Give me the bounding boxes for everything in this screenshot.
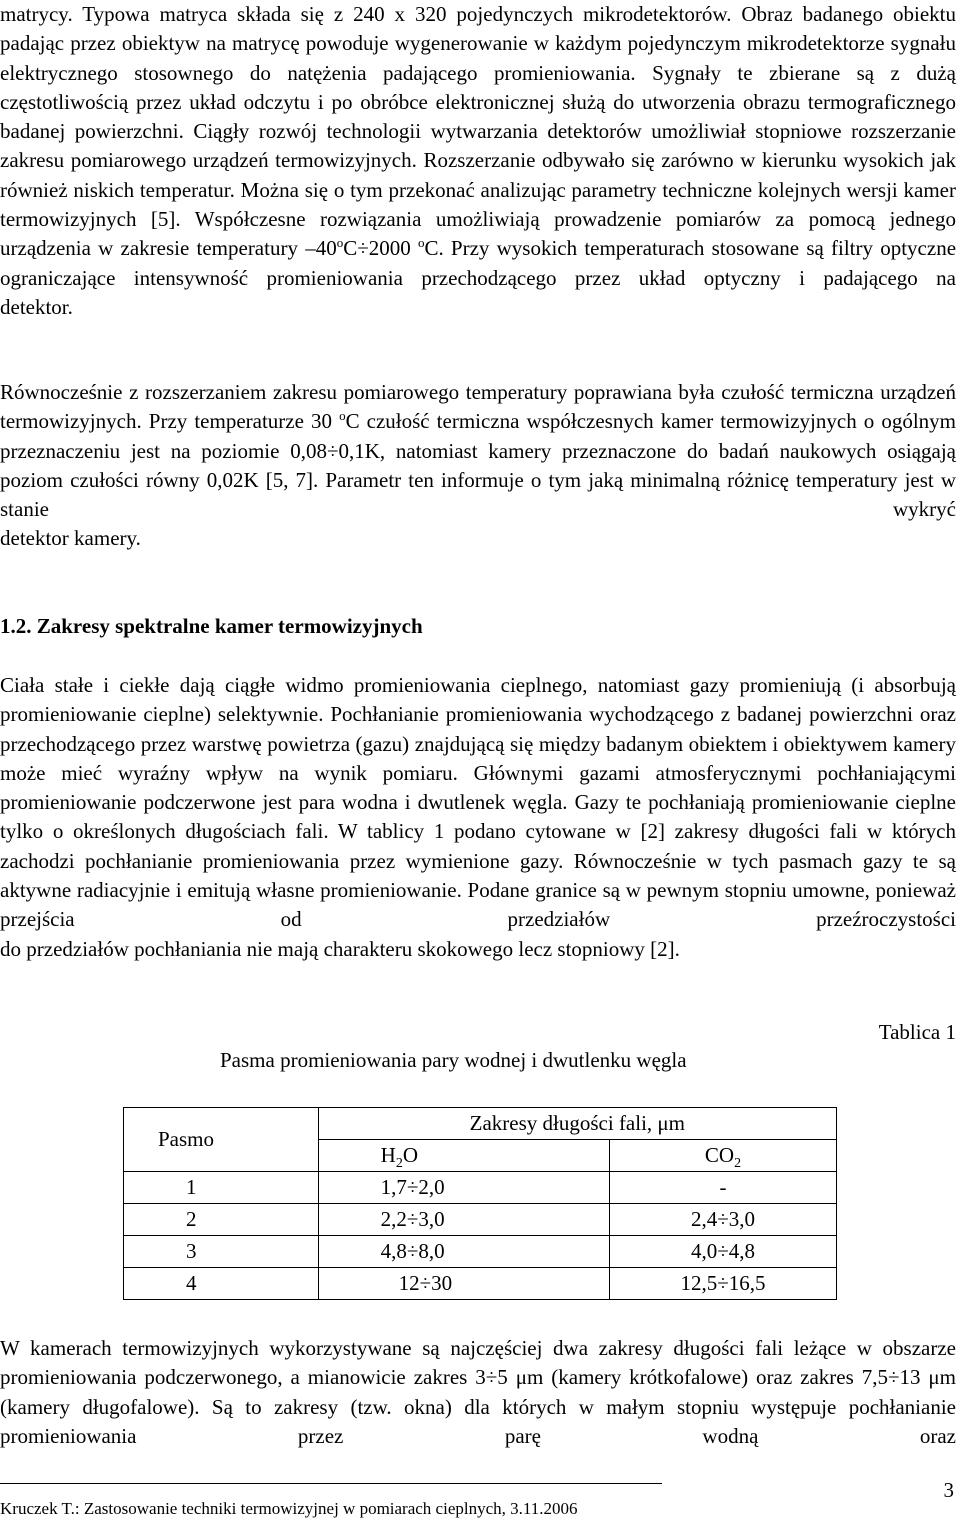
table-caption: Pasma promieniowania pary wodnej i dwutlenku węgla (220, 1048, 687, 1072)
header-pasmo: Pasmo (124, 1108, 319, 1172)
cell-co2: - (610, 1172, 837, 1204)
absorption-bands-table (123, 1107, 837, 1300)
cell-h2o: 12÷30 (318, 1268, 609, 1300)
cell-co2: 2,4÷3,0 (610, 1204, 837, 1236)
table-row (124, 1204, 837, 1236)
paragraph-thermal-sensitivity: Równocześnie z rozszerzaniem zakresu pomiarowego temperatury poprawiana była czułość termiczna urządzeń termowizyjnych. Przy temperaturze 30 $^o$C czułość termiczna współczesnych kamer termowizyjnych o ogólnym przeznaczeniu jest na poziomie 0,08÷0,1K, natomiast kamery przeznaczone do badań naukowych osiągają poziom czułości równy 0,02K [5, 7]. Parametr ten informuje o tym jaką minimalną różnicę temperatury jest w stanie wykryć detektor kamery. (0, 380, 957, 551)
cell-pasmo: 1 (124, 1172, 319, 1204)
header-co2: $CO_2$ (610, 1140, 837, 1172)
paragraph-camera-ranges: W kamerach termowizyjnych wykorzystywane są najczęściej dwa zakresy długości fali leżące w obszarze promieniowania podczerwonego, a mianowicie zakres 3÷5 μm (kamery krótkofalowe) oraz zakres 7,5÷13 μm (kamery długofalowe). Są to zakresy (tzw. okna) dla których w małym stopniu występuje pochłanianie promieniowania przez parę wodną oraz (0, 1336, 956, 1448)
cell-pasmo: 3 (124, 1236, 319, 1268)
table-header-row (124, 1108, 837, 1140)
cell-h2o: 1,7÷2,0 (318, 1172, 609, 1204)
cell-co2: 12,5÷16,5 (610, 1268, 837, 1300)
cell-pasmo: 2 (124, 1204, 319, 1236)
paragraph-detector-matrix: matrycy. Typowa matryca składa się z 240 x 320 pojedynczych mikrodetektorów. Obraz badanego obiektu padając przez obiektyw na matrycę powoduje wygenerowanie w każdym pojedynczym mikrodetektorze sygnału elektrycznego stosownego do natężenia padającego promieniowania. Sygnały te zbierane są z dużą częstotliwością przez układ odczytu i po obróbce elektronicznej służą do utworzenia obrazu termograficznego badanej powierzchni. Ciągły rozwój technologii wytwarzania detektorów umożliwiał stopniowe rozszerzanie zakresu pomiarowego urządzeń termowizyjnych. Rozszerzanie odbywało się zarówno w kierunku wysokich jak również niskich temperatur. Można się o tym przekonać analizując parametry techniczne kolejnych wersji kamer termowizyjnych [5]. Współczesne rozwiązania umożliwiają prowadzenie pomiarów za pomocą jednego urządzenia w zakresie temperatury $-40^oC\div 2000$ $^o$C. Przy wysokich temperaturach stosowane są filtry optyczne ograniczające intensywność promieniowania przechodzącego przez układ optyczny i padającego na detektor. (0, 2, 957, 319)
cell-h2o: 2,2÷3,0 (318, 1204, 609, 1236)
cell-pasmo: 4 (124, 1268, 319, 1300)
paragraph-gas-absorption: Ciała stałe i ciekłe dają ciągłe widmo promieniowania cieplnego, natomiast gazy promieniują (i absorbują promieniowanie cieplne) selektywnie. Pochłanianie promieniowania wychodzącego z badanej powierzchni oraz przechodzącego przez warstwę powietrza (gazu) znajdującą się między badanym obiektem i obiektywem kamery może mieć wyraźny wpływ na wynik pomiaru. Głównymi gazami atmosferycznymi pochłaniającymi promieniowanie podczerwone jest para wodna i dwutlenek węgla. Gazy te pochłaniają promieniowanie cieplne tylko o określonych długościach fali. W tablicy 1 podano cytowane w [2] zakresy długości fali w których zachodzi pochłanianie promieniowania przez wymienione gazy. Równocześnie w tych pasmach gazy te są aktywne radiacyjnie i emitują własne promieniowanie. Podane granice są w pewnym stopniu umowne, ponieważ przejścia od przedziałów przeźroczystości do przedziałów pochłaniania nie mają charakteru skokowego lecz stopniowy [2]. (0, 673, 956, 961)
header-wavelength-ranges: Zakresy długości fali, μm (318, 1108, 836, 1140)
table-row (124, 1268, 837, 1300)
table-label: Tablica 1 (878, 1020, 956, 1044)
footer-divider (0, 1483, 662, 1484)
cell-h2o: 4,8÷8,0 (318, 1236, 609, 1268)
page-number: 3 (943, 1478, 954, 1502)
table-row (124, 1172, 837, 1204)
table-row (124, 1236, 837, 1268)
footer-citation: Kruczek T.: Zastosowanie techniki termowizyjnej w pomiarach cieplnych, 3.11.2006 (0, 1499, 578, 1518)
header-h2o: $H_2O$ (318, 1140, 609, 1172)
section-heading: 1.2. Zakresy spektralne kamer termowizyjnych (0, 614, 423, 638)
cell-co2: 4,0÷4,8 (610, 1236, 837, 1268)
